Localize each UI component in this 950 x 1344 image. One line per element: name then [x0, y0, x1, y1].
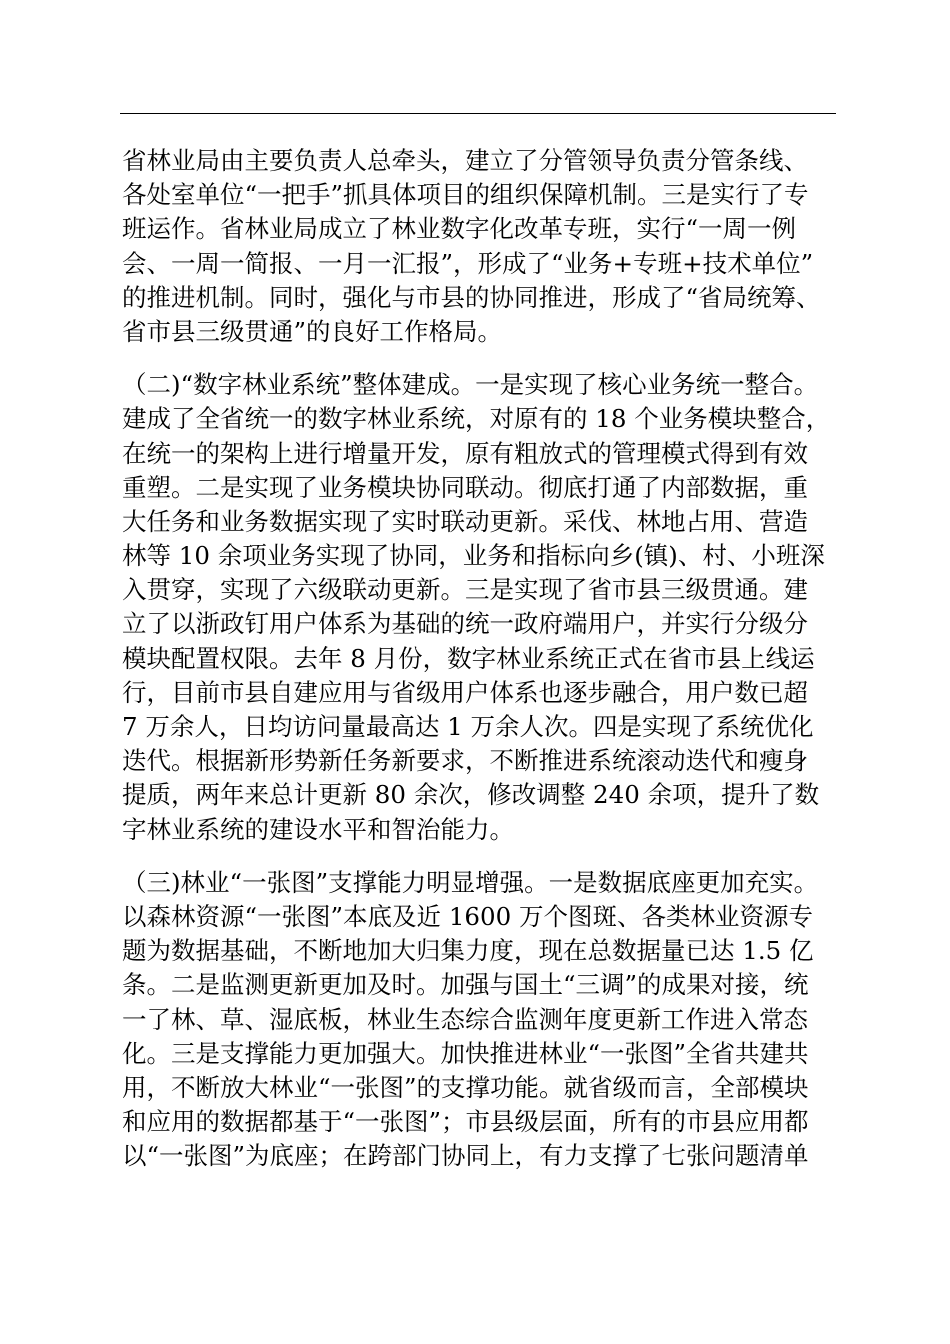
- text-line: 班运作。省林业局成立了林业数字化改革专班，实行“一周一例: [122, 214, 797, 244]
- document-body: [122, 144, 858, 1173]
- text-line: 行，目前市县自建应用与省级用户体系也逐步融合，用户数已超: [122, 677, 808, 707]
- text-line: 和应用的数据都基于“一张图”；市县级层面，所有的市县应用都: [122, 1107, 809, 1137]
- text-line: 以森林资源“一张图”本底及近 1600 万个图斑、各类林业资源专: [122, 901, 813, 931]
- paragraph-org-mechanism: [122, 144, 858, 349]
- text-line: 大任务和业务数据实现了实时联动更新。采伐、林地占用、营造: [122, 506, 808, 536]
- text-line: 用，不断放大林业“一张图”的支撑功能。就省级而言，全部模块: [122, 1072, 809, 1102]
- text-line: 省市县三级贯通”的良好工作格局。: [122, 316, 503, 346]
- text-line: 题为数据基础，不断地加大归集力度，现在总数据量已达 1.5 亿: [122, 936, 814, 966]
- text-line: 立了以浙政钉用户体系为基础的统一政府端用户，并实行分级分: [122, 609, 808, 639]
- text-line: 各处室单位“一把手”抓具体项目的组织保障机制。三是实行了专: [122, 180, 809, 210]
- text-line: 重塑。二是实现了业务模块协同联动。彻底打通了内部数据，重: [122, 472, 808, 502]
- paragraph-digital-forestry-system: [122, 368, 858, 847]
- text-line: 一了林、草、湿底板，林业生态综合监测年度更新工作进入常态: [122, 1004, 808, 1034]
- text-line: 提质，两年来总计更新 80 余次，修改调整 240 余项，提升了数: [122, 780, 820, 810]
- text-line: 迭代。根据新形势新任务新要求，不断推进系统滚动迭代和瘦身: [122, 746, 808, 776]
- text-line: 字林业系统的建设水平和智治能力。: [122, 814, 514, 844]
- text-line: 以“一张图”为底座；在跨部门协同上，有力支撑了七张问题清单: [122, 1141, 809, 1171]
- header-rule: [120, 113, 836, 114]
- text-line: （三)林业“一张图”支撑能力明显增强。一是数据底座更加充实。: [122, 867, 819, 897]
- text-line: 的推进机制。同时，强化与市县的协同推进，形成了“省局统筹、: [122, 282, 821, 312]
- text-line: 林等 10 余项业务实现了协同，业务和指标向乡(镇)、村、小班深: [122, 541, 825, 571]
- text-line: 省林业局由主要负责人总牵头，建立了分管领导负责分管条线、: [122, 146, 808, 175]
- text-line: 会、一周一简报、一月一汇报”，形成了“业务+专班+技术单位”: [122, 248, 814, 278]
- text-line: 化。三是支撑能力更加强大。加快推进林业“一张图”全省共建共: [122, 1038, 809, 1068]
- text-line: 模块配置权限。去年 8 月份，数字林业系统正式在省市县上线运: [122, 643, 815, 673]
- text-line: 建成了全省统一的数字林业系统，对原有的 18 个业务模块整合，: [122, 404, 831, 434]
- paragraph-one-map-support: [122, 866, 858, 1174]
- text-line: 在统一的架构上进行增量开发，原有粗放式的管理模式得到有效: [122, 438, 808, 468]
- text-line: 7 万余人，日均访问量最高达 1 万余人次。四是实现了系统优化: [122, 712, 814, 741]
- text-line: 入贯穿，实现了六级联动更新。三是实现了省市县三级贯通。建: [122, 575, 808, 605]
- text-line: （二)“数字林业系统”整体建成。一是实现了核心业务统一整合。: [122, 370, 819, 400]
- text-line: 条。二是监测更新更加及时。加强与国土“三调”的成果对接，统: [122, 970, 809, 1000]
